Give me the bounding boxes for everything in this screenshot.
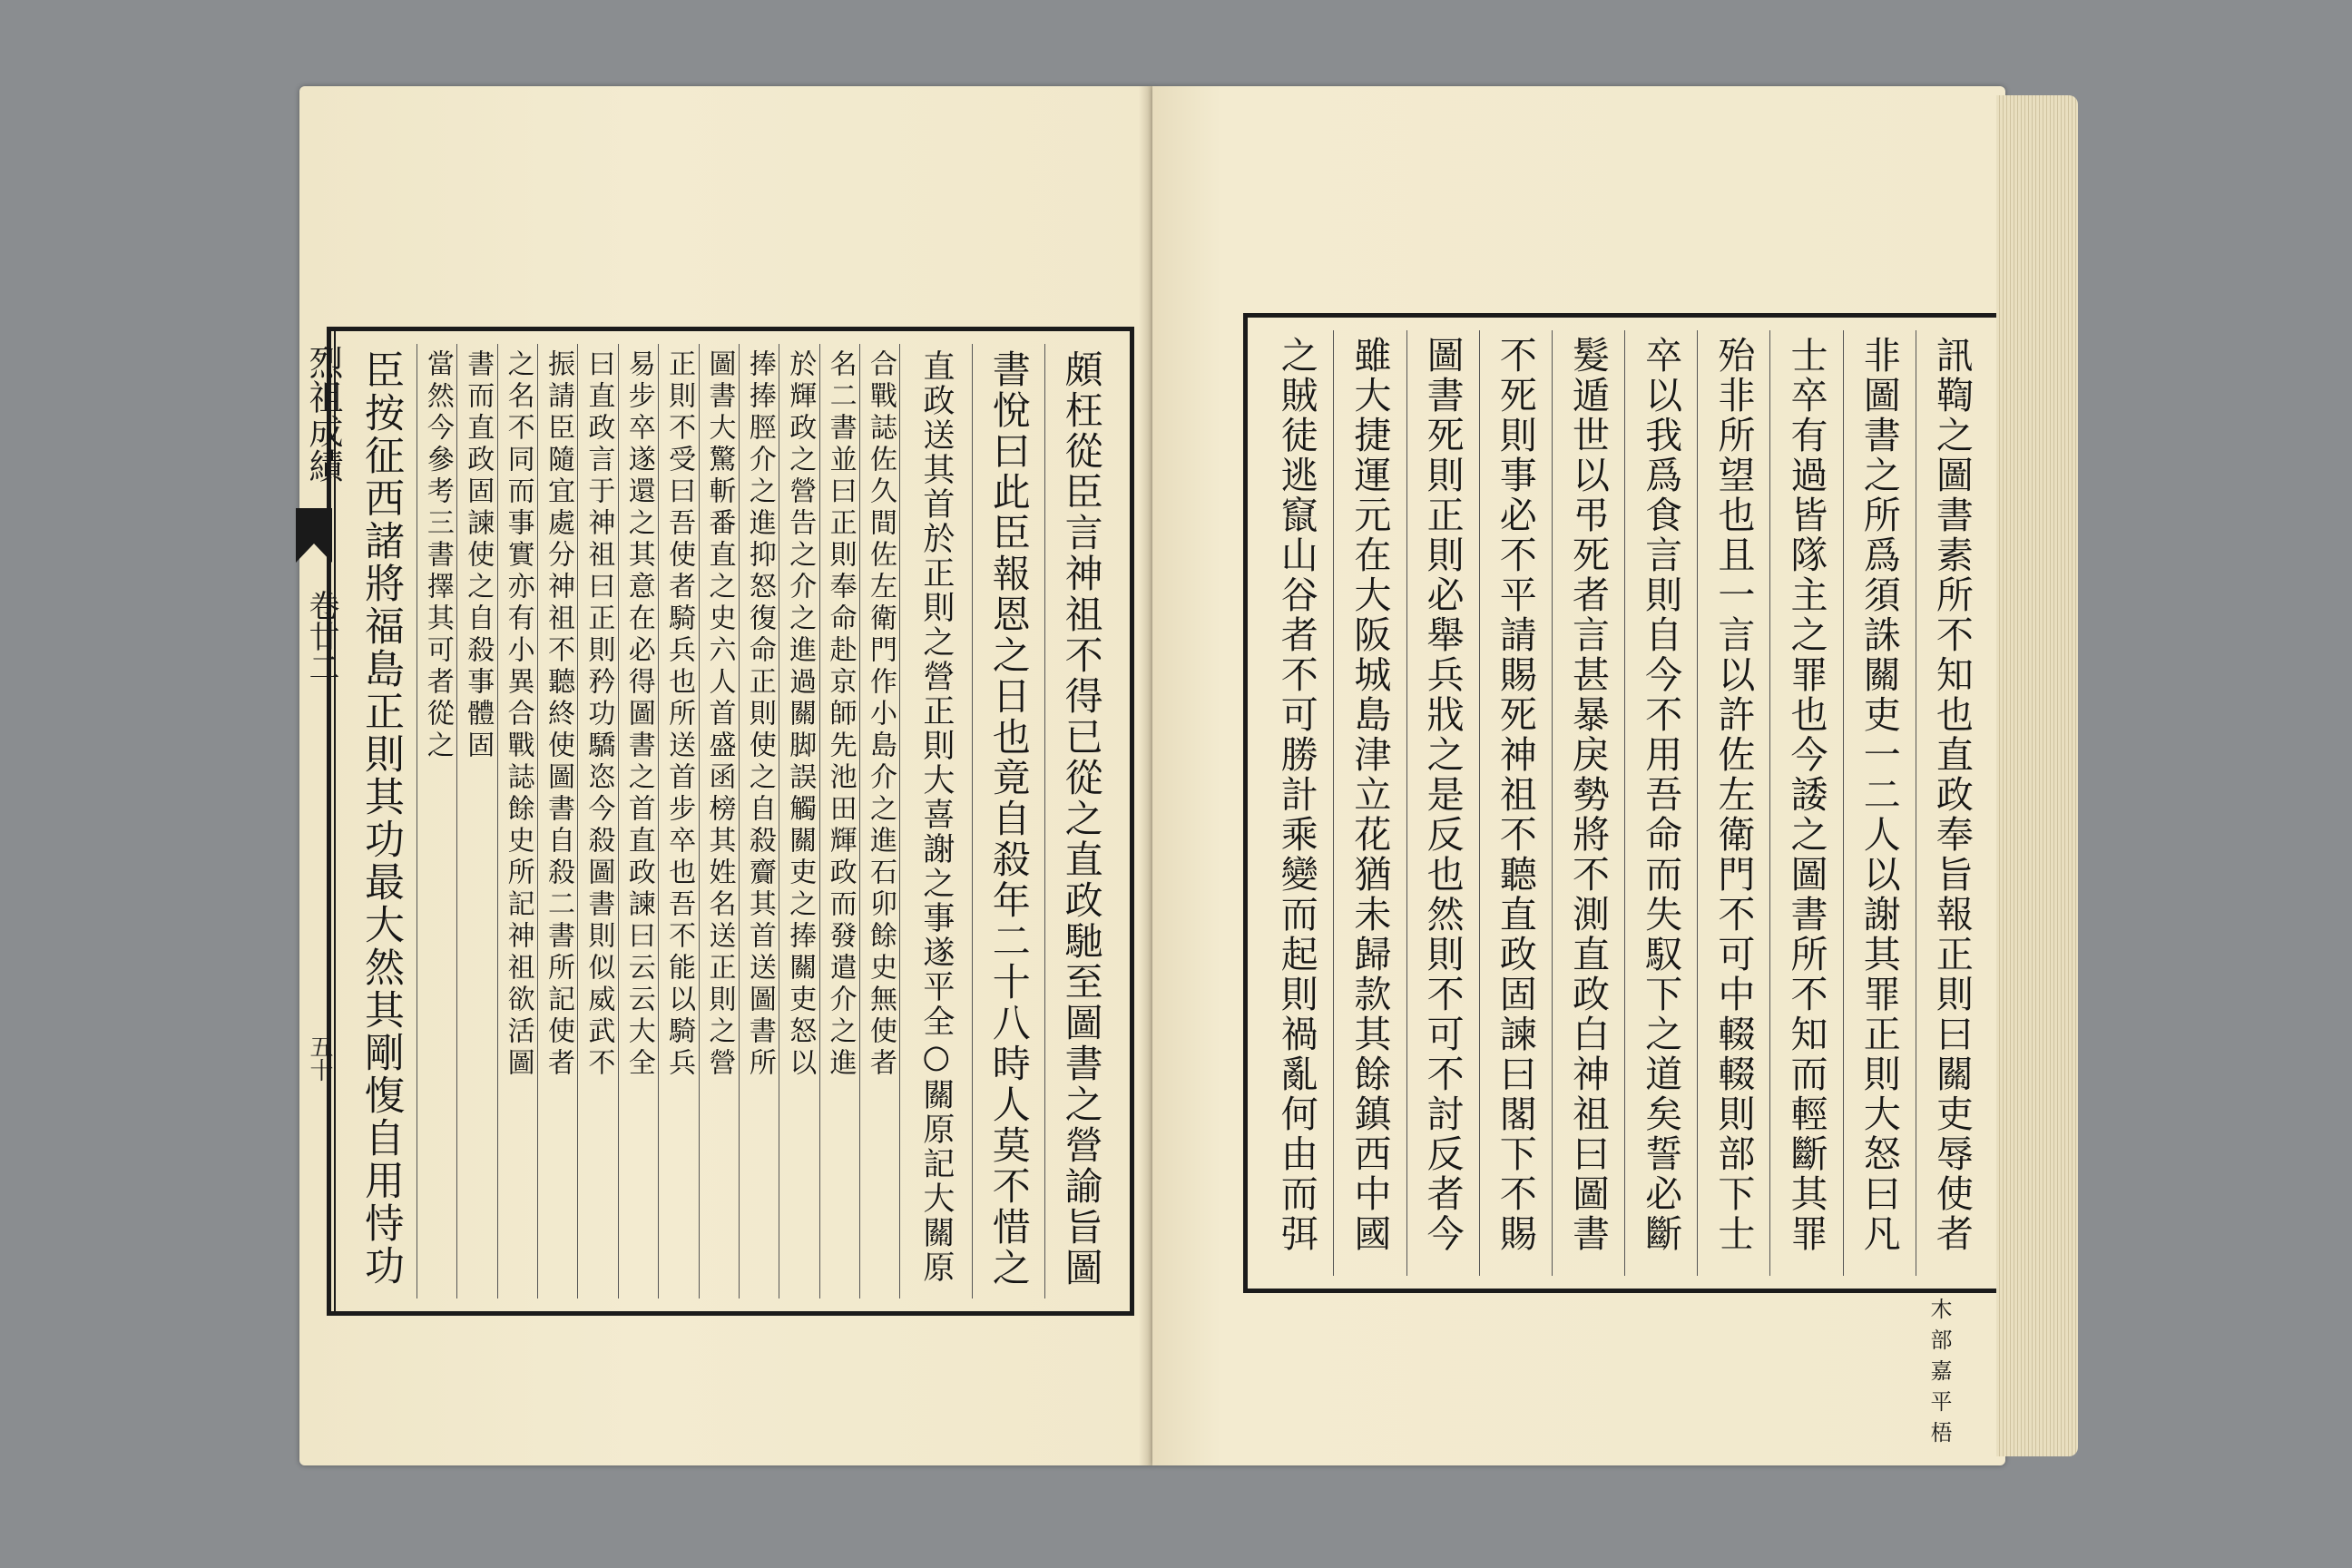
column-text: 書悅曰此臣報恩之日也竟自殺年二十八時人莫不惜之 [986,349,1032,1289]
column-text: 於輝政之營告之介之進過關脚誤觸關吏之捧關吏怒以 [784,349,817,1080]
text-column [416,344,456,1298]
column-text: 合戰誌佐久間佐左衛門作小島介之進石卯餘史無使者 [864,349,897,1080]
text-column [1333,330,1406,1276]
column-text: 書而直政固諫使之自殺事體固 [462,349,495,762]
text-column [1044,344,1117,1298]
column-text: 當然今參考三書擇其可者從之 [421,349,454,762]
text-column [1479,330,1552,1276]
text-column [1260,330,1333,1276]
text-column [859,344,899,1298]
carver-signature: 木部嘉平梧 [1926,1298,1952,1452]
column-text: 直政送其首於正則之營正則大喜謝之事遂平全○關原記大關原 [917,349,955,1285]
right-page [1152,86,2005,1465]
column-text: 訊鞫之圖書素所不知也直政奉旨報正則曰關吏辱使者 [1929,336,1974,1254]
text-column [1916,330,1988,1276]
text-column [497,344,537,1298]
column-text: 非圖書之所爲須誅關吏一二人以謝其罪正則大怒曰凡 [1857,336,1901,1254]
column-text: 不死則事必不平請賜死神祖不聽直政固諫曰閣下不賜 [1493,336,1537,1254]
column-text: 捧捧脛介之進抑怒復命正則使之自殺齎其首送圖書所 [743,349,776,1080]
text-column [658,344,698,1298]
text-column [618,344,658,1298]
right-columns [1260,330,1988,1276]
column-text: 卒以我爲食言則自今不用吾命而失馭下之道矣誓必斷 [1639,336,1683,1254]
text-column [899,344,972,1298]
column-text: 之賊徒逃竄山谷者不可勝計乘變而起則禍亂何由而弭 [1274,336,1318,1254]
column-text: 曰直政言于神祖曰正則矜功驕恣今殺圖書則似威武不 [583,349,615,1080]
text-column [819,344,859,1298]
text-column [344,344,416,1298]
column-text: 正則不受曰吾使者騎兵也所送首步卒也吾不能以騎兵 [663,349,696,1080]
text-column [577,344,617,1298]
text-column [739,344,779,1298]
page-margin-spine [296,327,343,1316]
fish-tail-mark [296,508,332,563]
open-book [299,86,2078,1465]
column-text: 圖書大驚斬番直之史六人首盛函榜其姓名送正則之營 [703,349,736,1080]
left-columns [344,344,1117,1298]
column-text: 之名不同而事實亦有小異合戰誌餘史所記神祖欲活圖 [502,349,534,1080]
column-text: 頗枉從臣言神祖不得已從之直政馳至圖書之營諭旨圖 [1059,349,1104,1289]
text-column [537,344,577,1298]
text-column [1697,330,1769,1276]
column-text: 雖大捷運元在大阪城島津立花猶未歸款其餘鎮西中國 [1348,336,1392,1254]
page-edges [1996,95,2078,1456]
column-text: 易步卒遂還之其意在必得圖書之首直政諫曰云云大全 [622,349,655,1080]
text-column [699,344,739,1298]
column-text: 臣按征西諸將福島正則其功最大然其剛愎自用恃功 [357,349,404,1288]
left-text-frame [327,327,1134,1316]
text-column [1624,330,1697,1276]
text-column [1552,330,1624,1276]
left-page [299,86,1152,1465]
text-column [1406,330,1479,1276]
text-column [779,344,818,1298]
text-column [972,344,1044,1298]
text-column [1843,330,1916,1276]
text-column [1769,330,1842,1276]
column-text: 殆非所望也且一言以許佐左衛門不可中輟輟則部下士 [1711,336,1756,1254]
right-text-frame [1243,313,2005,1293]
text-column [456,344,496,1298]
book-title: 烈祖成績 [303,345,343,483]
page-number: 五十 [306,1034,333,1082]
column-text: 士卒有過皆隊主之罪也今諉之圖書所不知而輕斷其罪 [1784,336,1828,1254]
column-text: 名二書並曰正則奉命赴京師先池田輝政而發遣介之進 [824,349,857,1080]
column-text: 髮遁世以弔死者言甚暴戾勢將不測直政白神祖曰圖書 [1565,336,1610,1254]
column-text: 振請臣隨宜處分神祖不聽終使圖書自殺二書所記使者 [542,349,574,1080]
volume-label: 卷廿二 [303,590,339,682]
column-text: 圖書死則正則必舉兵戕之是反也然則不可不討反者今 [1420,336,1465,1254]
